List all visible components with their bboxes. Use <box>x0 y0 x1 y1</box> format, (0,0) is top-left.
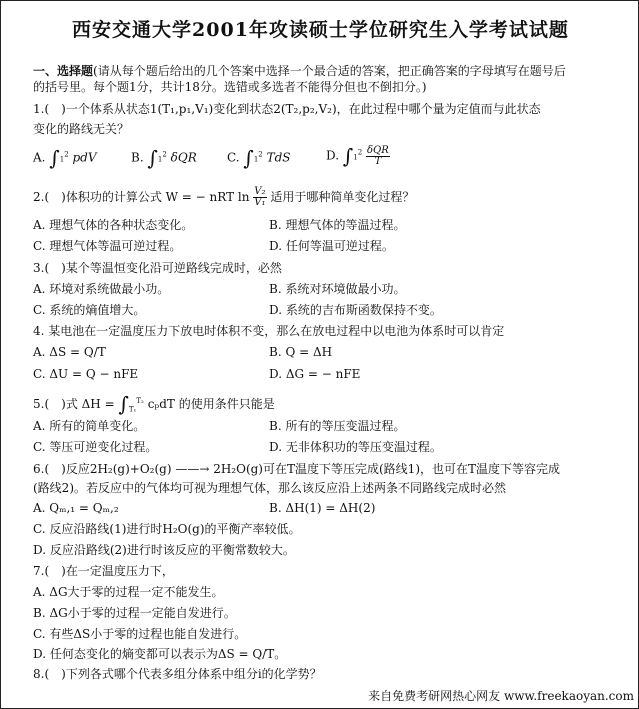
question-2-stem <box>33 187 414 208</box>
option-letter: D. <box>326 148 340 163</box>
integral-icon: ∫ <box>342 144 354 168</box>
option-letter: A. <box>33 150 46 165</box>
option-fraction <box>366 146 390 167</box>
question-3-option-a: A. 环境对系统做最小功。 <box>33 282 170 296</box>
instructions-text-2: 的括号里。每个题1分，共计18分。选错或多选者不能得分但也不倒扣分。) <box>33 80 427 94</box>
fraction-denominator: T <box>374 155 382 167</box>
question-3-option-c: C. 系统的熵值增大。 <box>33 303 146 317</box>
question-3-stem: 3.( )某个等温恒变化沿可逆路线完成时，必然 <box>33 261 282 275</box>
question-7-option-b: B. ΔG小于零的过程一定能自发进行。 <box>33 606 236 620</box>
question-5-stem-post: cₚdT 的使用条件只能是 <box>147 397 275 411</box>
fraction-denominator: V₁ <box>254 197 266 208</box>
option-expression: pdV <box>72 150 97 165</box>
question-2-stem-post: 适用于哪种简单变化过程？ <box>270 190 415 204</box>
exam-title: 西安交通大学2001年攻读硕士学位研究生入学考试试题 <box>72 19 569 41</box>
integral-icon: ∫ <box>147 146 158 170</box>
question-7-option-c: C. 有些ΔS小于零的过程也能自发进行。 <box>33 627 247 641</box>
question-1-option-a: A. $\int 1^2$ pdV <box>33 146 97 170</box>
question-6-option-a: A. Qₘ,₁ = Qₘ,₂ <box>33 501 119 515</box>
question-4-stem: 4. 某电池在一定温度压力下放电时体积不变，那么在放电过程中以电池为体系时可以肯定 <box>33 324 505 338</box>
instructions-text-1: (请从每个题后给出的几个答案中选择一个最合适的答案，把正确答案的字母填写在题号后 <box>93 64 566 78</box>
question-7-option-a: A. ΔG大于零的过程一定不能发生。 <box>33 585 224 599</box>
question-4-option-b: B. Q = ΔH <box>269 345 333 359</box>
option-expression: δQR <box>170 150 197 165</box>
integral-icon: ∫ <box>49 146 60 170</box>
fraction-numerator: δQR <box>367 144 389 156</box>
section-instructions-line-1 <box>33 64 566 79</box>
question-3-option-d: D. 系统的吉布斯函数保持不变。 <box>269 303 442 317</box>
question-8-stem: 8.( )下列各式哪个代表多组分体系中组分i的化学势？ <box>33 667 322 681</box>
question-2-option-d: D. 任何等温可逆过程。 <box>269 239 394 253</box>
question-6-option-c: C. 反应沿路线(1)进行时H₂O(g)的平衡产率较低。 <box>33 522 301 536</box>
question-7-stem: 7.( )在一定温度压力下， <box>33 564 174 578</box>
question-2-option-a: A. 理想气体的各种状态变化。 <box>33 218 194 232</box>
option-letter: B. <box>131 150 144 165</box>
question-6-stem-1: 6.( )反应2H₂(g)+O₂(g) ——→ 2H₂O(g)可在T温度下等压完成(路线1)，也可在T温度下等容完成 <box>33 462 561 476</box>
question-2-fraction <box>253 187 266 208</box>
question-1-option-c: C. $\int 1^2$ TdS <box>227 146 291 170</box>
question-6-option-d: D. 反应沿路线(2)进行时该反应的平衡常数较大。 <box>33 543 295 557</box>
question-5-stem: 5.( )式 $\Delta H = \int_{T_1}^{T_2}$ cₚdT 的使用条件只能是 <box>33 392 275 416</box>
question-3-option-b: B. 系统对环境做最小功。 <box>269 282 406 296</box>
question-2-option-c: C. 理想气体等温可逆过程。 <box>33 239 182 253</box>
question-4-option-c: C. ΔU = Q − nFE <box>33 367 139 381</box>
question-6-option-b: B. ΔH(1) = ΔH(2) <box>269 501 376 515</box>
question-2-stem-pre: 2.( )体积功的计算公式 W = − nRT ln <box>33 190 250 204</box>
question-1-option-d: D. $\int 1^2$ $\frac{\text{δQR}}{T}$ <box>326 144 389 168</box>
question-1-option-b: B. $\int 1^2$ δQR <box>131 146 197 170</box>
question-5-stem-pre: 5.( )式 ΔH = <box>33 397 115 411</box>
section-heading: 一、选择题 <box>33 64 94 78</box>
question-5-option-a: A. 所有的简单变化。 <box>33 419 146 433</box>
question-2-option-b: B. 理想气体的等温过程。 <box>269 218 406 232</box>
integral-icon: ∫ <box>243 146 254 170</box>
option-expression: TdS <box>266 150 291 165</box>
integral-icon: ∫ <box>118 392 129 416</box>
footer-watermark: 来自免费考研网热心网友 www.freekaoyan.com <box>368 689 634 703</box>
question-7-option-d: D. 任何态变化的熵变都可以表示为ΔS = Q/T。 <box>33 647 287 661</box>
question-5-option-d: D. 无非体积功的等压变温过程。 <box>269 440 442 454</box>
question-1-stem-2: 变化的路线无关？ <box>33 122 130 136</box>
question-5-option-c: C. 等压可逆变化过程。 <box>33 440 158 454</box>
question-4-option-a: A. ΔS = Q/T <box>33 345 106 359</box>
question-1-stem-1: 1.( )一个体系从状态1(T₁,p₁,V₁)变化到状态2(T₂,p₂,V₂)，在此过程中哪个量为定值而与此状态 <box>33 102 541 116</box>
question-5-option-b: B. 所有的等压变温过程。 <box>269 419 406 433</box>
question-4-option-d: D. ΔG = − nFE <box>269 367 361 381</box>
question-6-stem-2: (路线2)。若反应中的气体均可视为理想气体，那么该反应沿上述两条不同路线完成时必然 <box>33 481 507 495</box>
option-letter: C. <box>227 150 240 165</box>
fraction-numerator: V₂ <box>254 186 266 197</box>
